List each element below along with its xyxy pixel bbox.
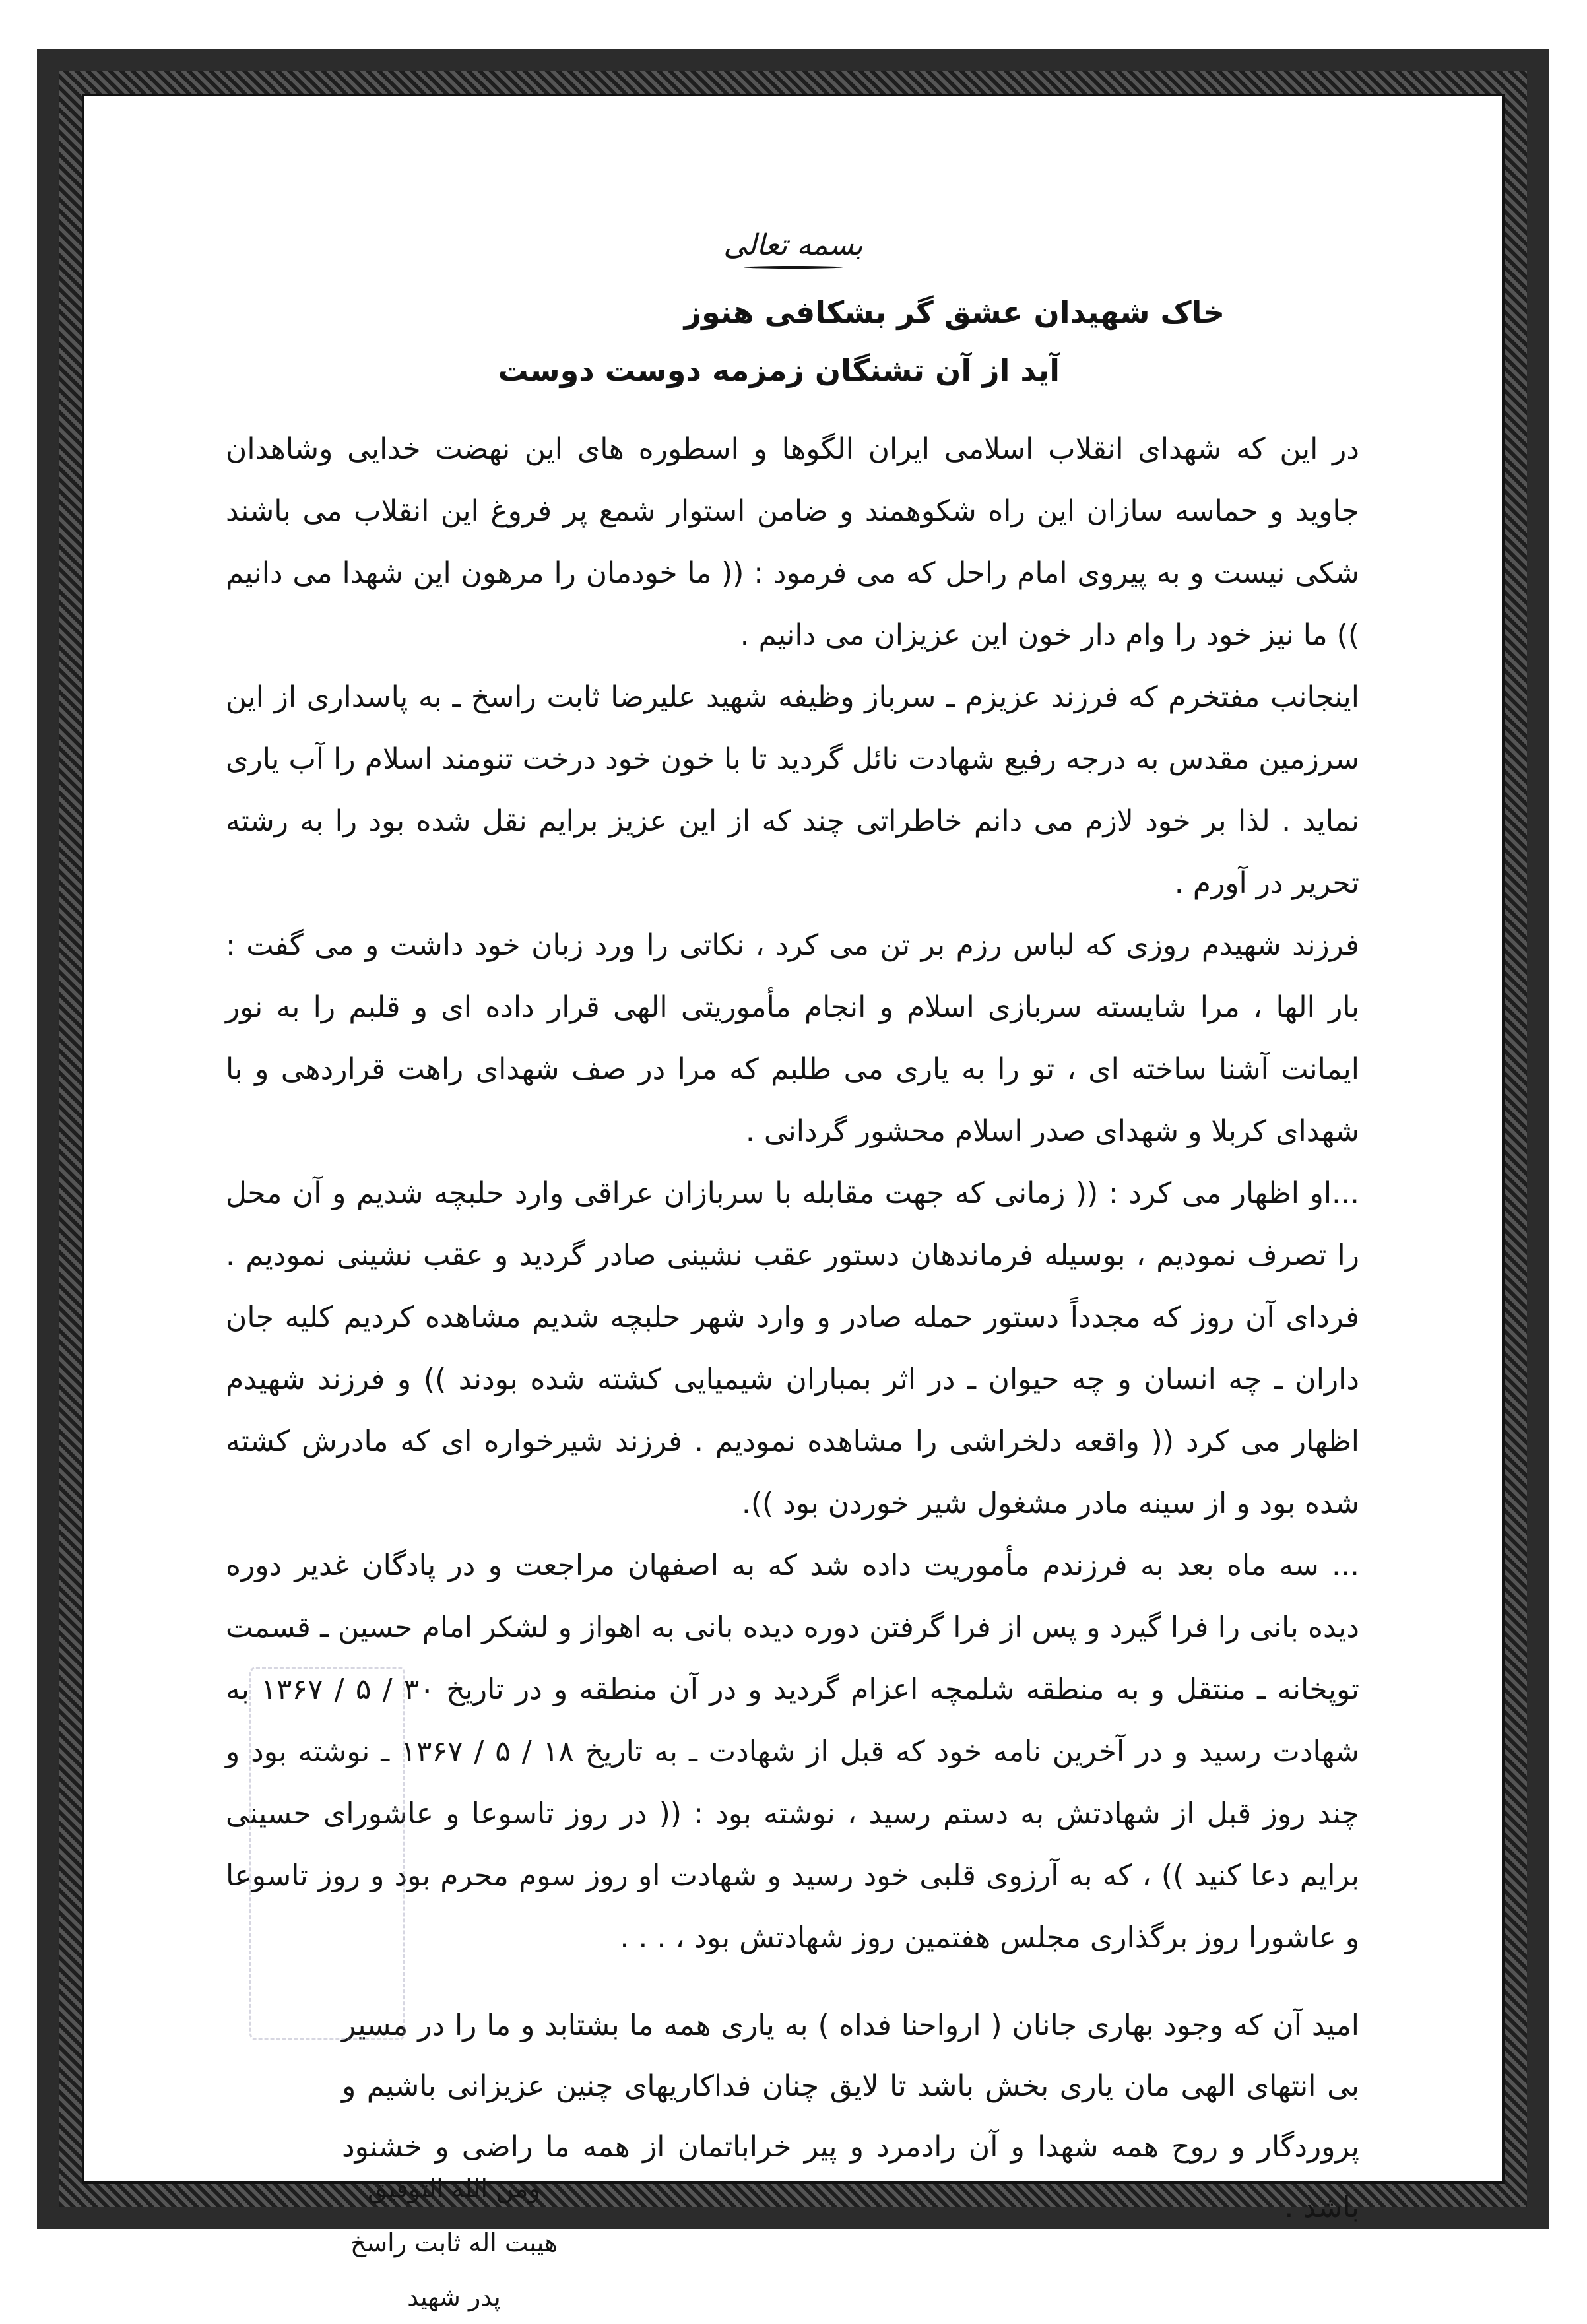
paragraph: اینجانب مفتخرم که فرزند عزیزم ـ سرباز وظیفه شهید علیرضا ثابت راسخ ـ به پاسداری از این سرزمین مقدس به درجه رفیع شهادت نائل گردید تا با خون خود درخت تنومند اسلام را آب یاری نماید . لذا بر خود لازم می دانم خاطراتی چند که از این عزیز برایم نقل شده بود را به رشته تحریر در آورم .: [226, 680, 1359, 900]
poem-line-2: آید از آن تشنگان زمزمه دوست دوست: [498, 352, 1060, 388]
signature-role: پدر شهید: [407, 2282, 501, 2311]
letter-heading: [84, 228, 1502, 269]
paragraph: ...او اظهار می کرد : (( زمانی که جهت مقابله با سربازان عراقی وارد حلبچه شدیم و آن محل را تصرف نمودیم ، بوسیله فرماندهان دستور عقب نشینی صادر گردید و عقب نشینی نمودیم . فردای آن روز که مجدداً دستور حمله صادر و وارد شهر حلبچه شدیم مشاهده کردیم کلیه جان داران ـ چه انسان و چه حیوان ـ در اثر بمباران شیمیایی کشته شده بودند )) و فرزند شهیدم اظهار می کرد (( واقعه دلخراشی را مشاهده نمودیم . فرزند شیرخواره ای که مادرش کشته شده بود و از سینه مادر مشغول شیر خوردن بود )).: [226, 1177, 1359, 1520]
letter-content: [84, 96, 1502, 2311]
paragraph: ... سه ماه بعد به فرزندم مأموریت داده شد که به اصفهان مراجعت و در پادگان غدیر دوره دیده بانی را فرا گیرد و پس از فرا گرفتن دوره دیده بانی به اهواز و لشکر امام حسین ـ قسمت توپخانه ـ منتقل و به منطقه شلمچه اعزام گردید و در آن منطقه و در تاریخ ۳۰ / ۵ / ۱۳۶۷ به شهادت رسید و در آخرین نامه خود که قبل از شهادت ـ به تاریخ ۱۸ / ۵ / ۱۳۶۷ ـ نوشته بود و چند روز قبل از شهادتش به دستم رسید ، نوشته بود : (( در روز تاسوعا و عاشورای حسینی برایم دعا کنید )) ، که به آرزوی قلبی خود رسید و شهادت او روز سوم محرم بود و روز تاسوعا و عاشورا روز برگذاری مجلس هفتمین روز شهادتش بود ، . . .: [226, 1549, 1360, 1954]
signature-block: [329, 2162, 579, 2324]
paragraph: در این که شهدای انقلاب اسلامی ایران الگوها و اسطوره های این نهضت خدایی وشاهدان جاوید و حماسه سازان این راه شکوهمند و ضامن استوار شمع پر فروغ این انقلاب می باشند شکی نیست و به پیروی امام راحل که می فرمود : (( ما خودمان را مرهون این شهدا می دانیم )) ما نیز خود را وام دار خون این عزیزان می دانیم .: [226, 432, 1359, 652]
poem-line-1: خاک شهیدان عشق گر بشکافی هنوز: [684, 294, 1225, 330]
heading-flourish: [744, 266, 843, 269]
signature-closing: ومن الله التوفیق: [368, 2174, 540, 2203]
closing-paragraph: امید آن که وجود بهاری جانان ( ارواحنا فداه ) به یاری همه ما بشتابد و ما را در مسیر بی انتهای الهی مان یاری بخش باشد تا لایق چنان فداکاریهای چنین عزیزانی باشیم و پروردگار و روح همه شهدا و آن رادمرد و پیر خراباتمان از همه ما راضی و خشنود باشد .: [342, 2009, 1359, 2224]
signature-name: هیبت اله ثابت راسخ: [350, 2228, 558, 2257]
heading-text: بسمه تعالی: [723, 228, 863, 262]
letter-page: [82, 94, 1505, 2311]
faint-stamp: [249, 1667, 405, 2040]
decorative-border: [37, 49, 1549, 2311]
paragraph: فرزند شهیدم روزی که لباس رزم بر تن می کرد ، نکاتی را ورد زبان خود داشت و می گفت : بار الها ، مرا شایسته سربازی اسلام و انجام مأموریتی الهی قرار داده ای و قلبم را به نور ایمانت آشنا ساخته ای ، تو را به یاری می طلبم که مرا در صف شهدای راهت قراردهی و با شهدای کربلا و شهدای صدر اسلام محشور گردانی .: [226, 928, 1359, 1148]
